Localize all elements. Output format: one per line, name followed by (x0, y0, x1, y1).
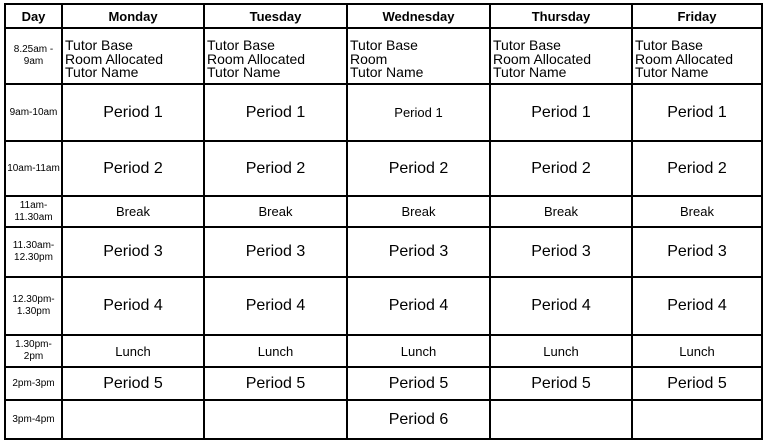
day-header: Day (5, 4, 62, 28)
time-cell (5, 335, 62, 367)
day-header-wednesday: Wednesday (347, 4, 490, 28)
table-row (5, 277, 762, 335)
tutor-line: Tutor Base (493, 37, 561, 53)
period-cell: Period 1 (62, 84, 204, 141)
time-line: 12.30pm (14, 252, 53, 263)
time-cell (5, 196, 62, 227)
period-cell: Period 4 (204, 277, 347, 335)
time-line: 1.30pm (16, 306, 51, 317)
time-line: 8.25am - (13, 44, 54, 55)
tutor-line: Tutor Name (350, 64, 424, 80)
break-cell: Break (632, 196, 762, 227)
table-row (5, 196, 762, 227)
time-line: 11am- (19, 199, 48, 211)
time-line: 11.30am (14, 211, 53, 223)
tutor-cell-monday (62, 28, 204, 84)
tutor-line: Tutor Name (493, 64, 567, 80)
period-cell (62, 400, 204, 439)
tutor-line: Room Allocated (65, 50, 164, 67)
time-line: 2pm (23, 351, 44, 362)
period-cell: Period 4 (490, 277, 632, 335)
period-cell: Period 3 (347, 227, 490, 277)
break-cell: Break (204, 196, 347, 227)
period-cell: Period 2 (347, 141, 490, 196)
tutor-line: Tutor Base (635, 37, 703, 53)
period-cell: Period 1 (490, 84, 632, 141)
day-header-tuesday: Tuesday (204, 4, 347, 28)
header-row (5, 4, 762, 28)
day-header-friday: Friday (632, 4, 762, 28)
day-header-thursday: Thursday (490, 4, 632, 28)
period-cell: Period 1 (204, 84, 347, 141)
period-cell: Period 1 (347, 84, 490, 141)
tutor-line: Tutor Name (635, 64, 709, 80)
tutor-cell-tuesday (204, 28, 347, 84)
period-cell: Period 4 (632, 277, 762, 335)
period-cell: Period 2 (204, 141, 347, 196)
period-cell: Period 4 (347, 277, 490, 335)
tutor-line: Room (350, 50, 388, 67)
break-cell: Break (347, 196, 490, 227)
table-row (5, 335, 762, 367)
tutor-line: Tutor Base (207, 37, 275, 53)
tutor-line: Room Allocated (493, 50, 592, 67)
tutor-cell-thursday (490, 28, 632, 84)
break-cell: Break (490, 196, 632, 227)
time-line: 11.30am- (12, 240, 55, 251)
tutor-line: Room Allocated (635, 50, 734, 67)
lunch-cell: Lunch (204, 335, 347, 367)
tutor-line: Tutor Base (65, 37, 133, 53)
tutor-line: Room Allocated (207, 50, 306, 67)
tutor-cell-wednesday (347, 28, 490, 84)
period-cell: Period 5 (347, 367, 490, 400)
period-cell: Period 5 (62, 367, 204, 400)
break-cell: Break (62, 196, 204, 227)
period-cell: Period 2 (62, 141, 204, 196)
day-header-monday: Monday (62, 4, 204, 28)
time-cell (5, 28, 62, 84)
tutor-line: Tutor Base (350, 37, 418, 53)
period-cell (632, 400, 762, 439)
time-cell: 3pm-4pm (5, 400, 62, 439)
period-cell: Period 1 (632, 84, 762, 141)
time-cell (5, 277, 62, 335)
time-cell: 10am-11am (5, 141, 62, 196)
period-cell: Period 3 (490, 227, 632, 277)
time-cell (5, 227, 62, 277)
period-cell: Period 3 (632, 227, 762, 277)
period-cell: Period 2 (490, 141, 632, 196)
period-cell: Period 3 (62, 227, 204, 277)
time-line: 12.30pm- (12, 294, 55, 305)
lunch-cell: Lunch (490, 335, 632, 367)
table-row (5, 400, 762, 439)
table-row (5, 227, 762, 277)
table-row (5, 84, 762, 141)
period-cell: Period 4 (62, 277, 204, 335)
period-cell: Period 5 (632, 367, 762, 400)
period-cell: Period 5 (204, 367, 347, 400)
period-cell: Period 5 (490, 367, 632, 400)
lunch-cell: Lunch (632, 335, 762, 367)
lunch-cell: Lunch (347, 335, 490, 367)
tutor-cell-friday (632, 28, 762, 84)
period-cell (490, 400, 632, 439)
period-cell: Period 6 (347, 400, 490, 439)
table-row (5, 28, 762, 84)
tutor-line: Tutor Name (65, 64, 139, 80)
time-line: 9am (23, 56, 44, 67)
period-cell: Period 2 (632, 141, 762, 196)
timetable (4, 3, 763, 440)
period-cell (204, 400, 347, 439)
period-cell: Period 3 (204, 227, 347, 277)
time-line: 1.30pm- (15, 339, 52, 350)
lunch-cell: Lunch (62, 335, 204, 367)
table-row (5, 367, 762, 400)
time-cell: 2pm-3pm (5, 367, 62, 400)
tutor-line: Tutor Name (207, 64, 281, 80)
time-cell: 9am-10am (5, 84, 62, 141)
table-row (5, 141, 762, 196)
